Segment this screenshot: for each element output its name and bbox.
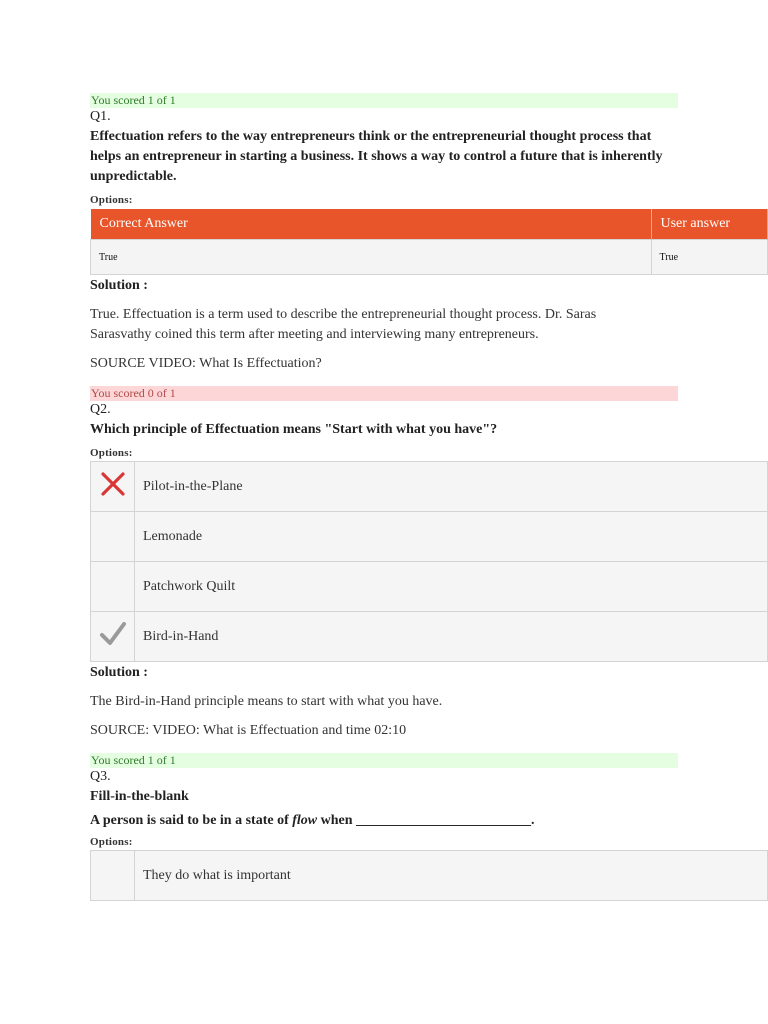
score-banner: You scored 1 of 1 bbox=[90, 93, 678, 108]
question-number: Q3. bbox=[90, 769, 111, 784]
option-row bbox=[91, 612, 768, 662]
options-table bbox=[90, 461, 768, 662]
correct-answer-cell: True bbox=[91, 240, 652, 275]
question-text bbox=[90, 811, 680, 831]
answer-table bbox=[90, 209, 768, 275]
question-prefix: A person is said to be in a state of bbox=[90, 813, 293, 828]
source-text: SOURCE: VIDEO: What is Effectuation and time 02:10 bbox=[90, 723, 407, 738]
solution-text: The Bird-in-Hand principle means to start with what you have. bbox=[90, 694, 443, 709]
option-label: Pilot-in-the-Plane bbox=[135, 462, 768, 512]
option-row bbox=[91, 562, 768, 612]
question-1 bbox=[90, 93, 768, 374]
question-text: Effectuation refers to the way entrepreneurs think or the entrepreneurial thought process that helps an entrepreneur in starting a business. It shows a way to control a future that is inherently unpredictable. bbox=[90, 129, 663, 184]
quiz-results bbox=[90, 93, 768, 901]
option-mark-cell bbox=[91, 851, 135, 901]
question-type: Fill-in-the-blank bbox=[90, 789, 189, 804]
question-3 bbox=[90, 753, 768, 901]
option-label: Bird-in-Hand bbox=[135, 612, 768, 662]
question-2 bbox=[90, 386, 768, 741]
option-mark-cell bbox=[91, 612, 135, 662]
question-number: Q1. bbox=[90, 109, 111, 124]
source-text: SOURCE VIDEO: What Is Effectuation? bbox=[90, 356, 322, 371]
option-row bbox=[91, 512, 768, 562]
score-banner: You scored 1 of 1 bbox=[90, 753, 678, 768]
question-emphasis: flow bbox=[292, 813, 318, 828]
cross-icon bbox=[100, 471, 126, 502]
option-row bbox=[91, 851, 768, 901]
correct-answer-header: Correct Answer bbox=[91, 209, 652, 240]
option-label: They do what is important bbox=[135, 851, 768, 901]
options-label: Options: bbox=[90, 447, 133, 459]
user-answer-header: User answer bbox=[651, 209, 768, 240]
option-mark-cell bbox=[91, 562, 135, 612]
check-icon bbox=[99, 621, 127, 652]
options-label: Options: bbox=[90, 836, 133, 848]
option-row bbox=[91, 462, 768, 512]
option-label: Lemonade bbox=[135, 512, 768, 562]
options-label: Options: bbox=[90, 194, 133, 206]
user-answer-cell: True bbox=[651, 240, 768, 275]
solution-label: Solution : bbox=[90, 278, 148, 293]
option-mark-cell bbox=[91, 462, 135, 512]
question-suffix: when _________________________. bbox=[317, 813, 535, 828]
solution-text: True. Effectuation is a term used to describe the entrepreneurial thought process. Dr. Saras Sarasvathy coined this term after meeting and interviewing many entrepreneurs. bbox=[90, 307, 597, 342]
score-banner: You scored 0 of 1 bbox=[90, 386, 678, 401]
solution-label: Solution : bbox=[90, 665, 148, 680]
question-number: Q2. bbox=[90, 402, 111, 417]
options-table bbox=[90, 850, 768, 901]
option-mark-cell bbox=[91, 512, 135, 562]
question-text: Which principle of Effectuation means "Start with what you have"? bbox=[90, 422, 498, 437]
option-label: Patchwork Quilt bbox=[135, 562, 768, 612]
